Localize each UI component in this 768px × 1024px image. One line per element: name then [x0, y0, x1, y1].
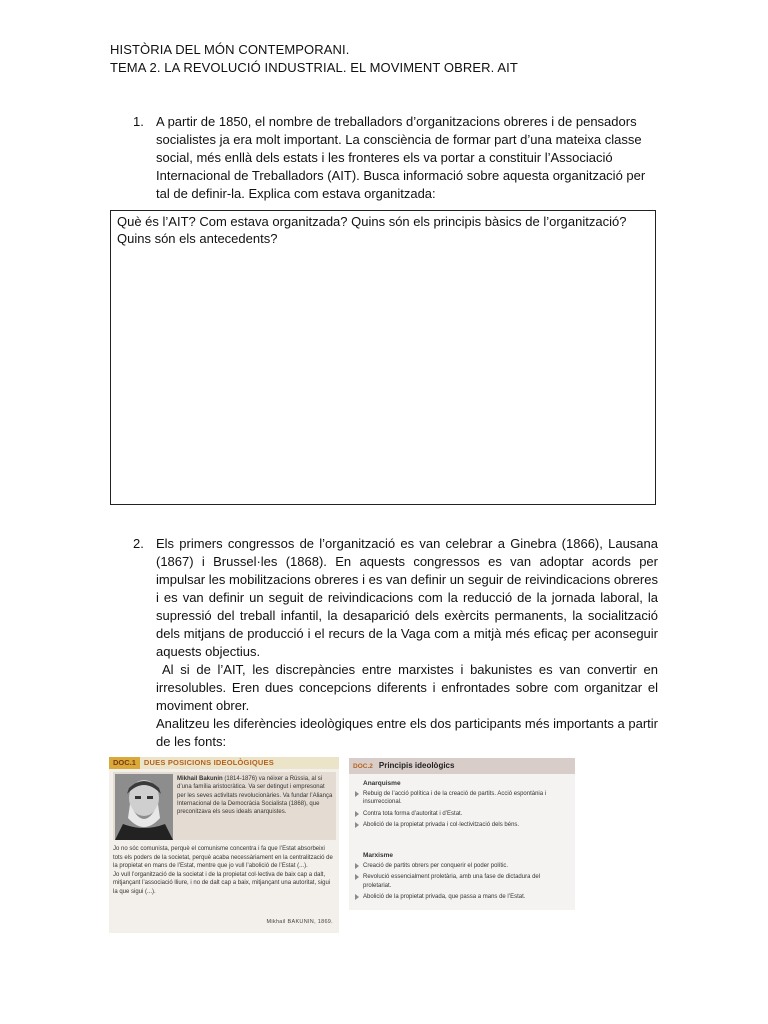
bullet-triangle-icon: [355, 822, 359, 828]
doc1-quote-paragraph-1: Jo no sóc comunista, perquè el comunisme concentra i fa que l’Estat absorbeixi tots els poders de la societat, perquè acaba necessàriament en la centralització de la propietat en mans de l’Estat, mentre que jo vull l’abolició de l’Estat (...).: [113, 846, 333, 870]
bullet-triangle-icon: [355, 874, 359, 880]
list-item: Creació de partits obrers per conquerir el poder polític.: [355, 862, 570, 870]
answer-box-prompt-line1: Què és l’AIT? Com estava organitzada? Quins són els principis bàsics de l’organització?: [117, 214, 627, 229]
doc1-source-panel: [109, 757, 339, 933]
anarquisme-list: [355, 790, 570, 833]
bullet-triangle-icon: [355, 863, 359, 869]
document-header-topic: TEMA 2. LA REVOLUCIÓ INDUSTRIAL. EL MOVIMENT OBRER. AIT: [110, 60, 518, 75]
question-2-paragraph-1: Els primers congressos de l’organització es van celebrar a Ginebra (1866), Lausana (1867) i Brussel·les (1868). En aquests congressos es van adoptar acords per impulsar les mobilitzacions obreres i es van definir un seguir de reivindicacions obreres i es van definir un seguit de reivindicacions com la reducció de la jornada laboral, la supressió del treball infantil, la desaparició dels exèrcits permanents, la socialització dels mitjans de producció i el recurs de la Vaga com a mitjà més eficaç per aconseguir aquests objectius.: [156, 536, 658, 659]
question-2-paragraph-3: Analitzeu les diferències ideològiques entre els dos participants més importants a partir de les fonts:: [156, 716, 658, 749]
doc2-title: Principis ideològics: [378, 761, 455, 770]
marxisme-heading: Marxisme: [363, 852, 393, 859]
anarquisme-heading: Anarquisme: [363, 780, 401, 787]
doc1-quote-paragraph-2: Jo vull l’organització de la societat i de la propietat col·lectiva de baix cap a dalt, mitjançant l’associació lliure, i no de dalt cap a baix, mitjançant una autoritat, sigui la que sigui (...).: [113, 871, 331, 895]
doc2-title-bar: [349, 758, 575, 774]
bullet-triangle-icon: [355, 894, 359, 900]
list-item: Rebuig de l’acció política i de la creació de partits. Acció espontània i insurreccional.: [355, 790, 570, 807]
list-item: Abolició de la propietat privada, que passa a mans de l’Estat.: [355, 893, 570, 901]
question-1-number: 1.: [133, 114, 144, 129]
answer-box-prompt-line2: Quins són els antecedents?: [117, 231, 278, 246]
document-header-subject: HISTÒRIA DEL MÓN CONTEMPORANI.: [110, 42, 350, 57]
bullet-triangle-icon: [355, 811, 359, 817]
doc2-source-panel: [349, 758, 575, 910]
doc1-signature: Mikhail BAKUNIN, 1869.: [266, 919, 333, 925]
marxisme-list: [355, 862, 570, 905]
list-item: Contra tota forma d’autoritat i d’Estat.: [355, 810, 570, 818]
doc1-title: DUES POSICIONS IDEOLÒGIQUES: [143, 758, 274, 767]
question-2-number: 2.: [133, 536, 144, 551]
doc1-tag: DOC.1: [109, 757, 140, 769]
question-2-paragraph-2: Al si de l’AIT, les discrepàncies entre marxistes i bakunistes es van convertir en irresolubles. Eren dues concepcions diferents i enfrontades sobre com organitzar el moviment obrer.: [156, 662, 658, 713]
list-item: Abolició de la propietat privada i col·lectivització dels béns.: [355, 821, 570, 829]
doc1-bio-name: Mikhail Bakunin: [177, 776, 223, 782]
doc1-bio-description: (1814-1876) va néixer a Rússia, al si d’una família aristocràtica. Va ser detingut i empresonat per les seves activitats revolucionàries. Va fundar l’Aliança Internacional de la Democràcia Socialista (1868), que preconitzava els seus ideals anarquistes.: [177, 776, 333, 816]
question-2-text: [156, 535, 658, 751]
doc1-quote: [113, 845, 336, 897]
list-item: Revolució essencialment proletària, amb una fase de dictadura del proletariat.: [355, 873, 570, 890]
question-1-text: A partir de 1850, el nombre de treballadors d’organitzacions obreres i de pensadors socialistes ja era molt important. La consciència de formar part d’una mateixa classe social, més enllà dels estats i les fronteres els va portar a constituir l’Associació Internacional de Treballadors (AIT). Busca informació sobre aquesta organització per tal de definir-la. Explica com estava organitzada:: [156, 114, 646, 201]
doc1-bio-text: [177, 775, 334, 816]
doc2-tag: DOC.2: [353, 763, 373, 770]
doc1-bio-box: [113, 772, 336, 840]
bakunin-portrait-image: [115, 774, 173, 840]
doc1-title-bar: [109, 757, 339, 769]
answer-box-1[interactable]: [110, 210, 656, 505]
bullet-triangle-icon: [355, 791, 359, 797]
